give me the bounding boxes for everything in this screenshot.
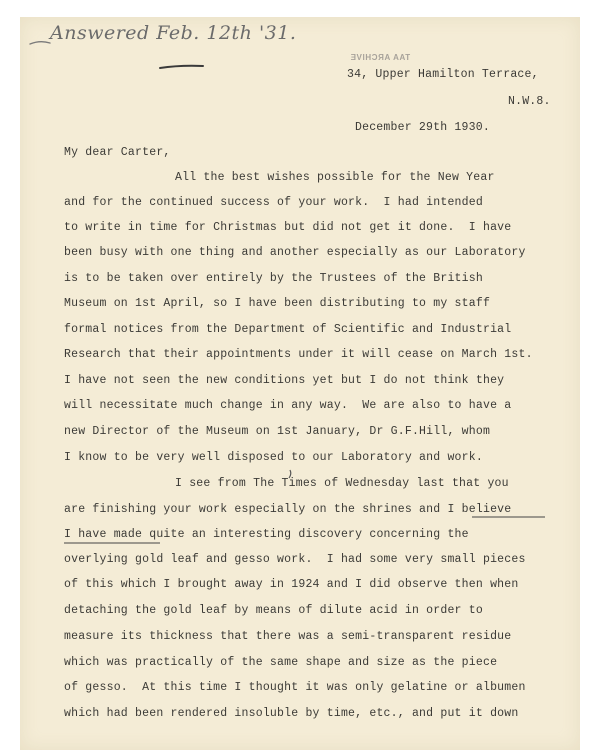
body-line: All the best wishes possible for the New Year xyxy=(175,171,495,184)
body-line: and for the continued success of your work. I had intended xyxy=(64,196,483,209)
body-line: to write in time for Christmas but did not get it done. I have xyxy=(64,221,512,234)
body-line: which was practically of the same shape and size as the piece xyxy=(64,656,498,669)
body-line: of gesso. At this time I thought it was only gelatine or albumen xyxy=(64,681,526,694)
body-line: been busy with one thing and another especially as our Laboratory xyxy=(64,246,526,259)
body-line: of this which I brought away in 1924 and I did observe then when xyxy=(64,578,519,591)
body-line: will necessitate much change in any way. We are also to have a xyxy=(64,399,512,412)
body-line: formal notices from the Department of Scientific and Industrial xyxy=(64,323,512,336)
handwritten-annotation: Answered Feb. 12th '31. xyxy=(50,22,297,44)
archive-stamp: TAA ARCHIVE xyxy=(350,53,411,62)
address-line-2: N.W.8. xyxy=(508,95,551,108)
body-line: which had been rendered insoluble by time, etc., and put it down xyxy=(64,707,519,720)
body-line: Museum on 1st April, so I have been distributing to my staff xyxy=(64,297,491,310)
body-line: detaching the gold leaf by means of dilute acid in order to xyxy=(64,604,483,617)
body-line: I know to be very well disposed to our Laboratory and work. xyxy=(64,451,483,464)
body-line: new Director of the Museum on 1st January, Dr G.F.Hill, whom xyxy=(64,425,491,438)
body-line: is to be taken over entirely by the Trustees of the British xyxy=(64,272,483,285)
body-line: I have not seen the new conditions yet but I do not think they xyxy=(64,374,505,387)
salutation: My dear Carter, xyxy=(64,146,171,159)
body-line: Research that their appointments under it will cease on March 1st. xyxy=(64,348,533,361)
body-line: are finishing your work especially on the shrines and I believe xyxy=(64,503,512,516)
body-line: I see from The Times of Wednesday last that you xyxy=(175,477,509,490)
letter-date: December 29th 1930. xyxy=(355,121,490,134)
address-line-1: 34, Upper Hamilton Terrace, xyxy=(347,68,539,81)
body-line: I have made quite an interesting discovery concerning the xyxy=(64,528,469,541)
body-line: overlying gold leaf and gesso work. I had some very small pieces xyxy=(64,553,526,566)
body-line: measure its thickness that there was a semi-transparent residue xyxy=(64,630,512,643)
